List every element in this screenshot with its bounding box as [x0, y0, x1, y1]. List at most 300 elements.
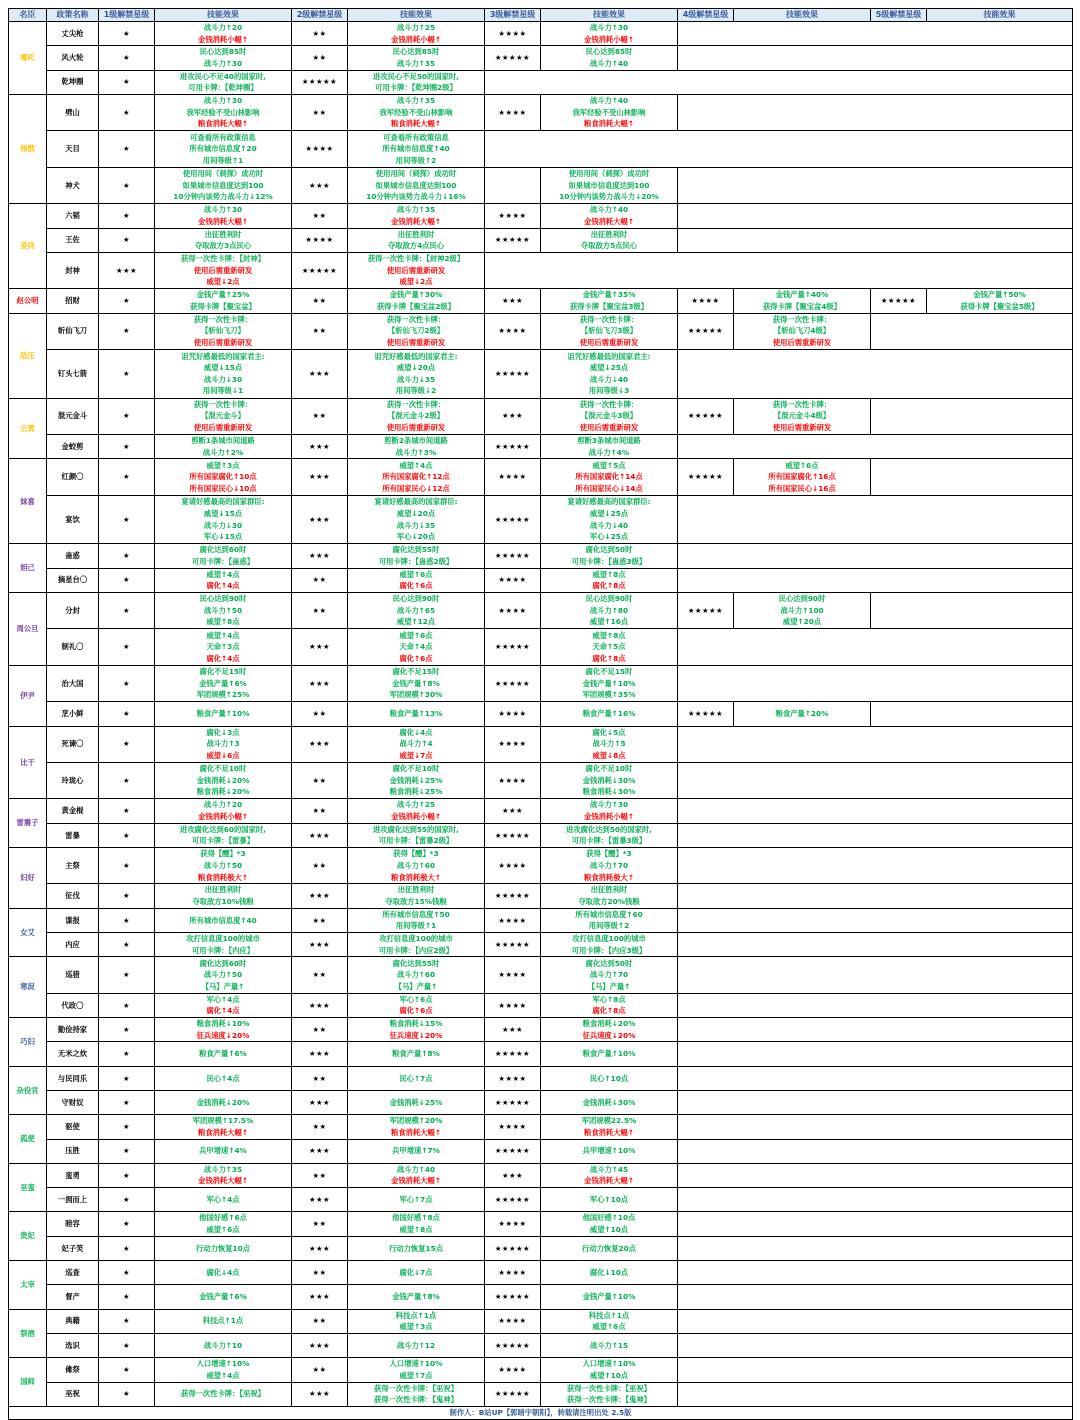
star-rating-cell: ★★★★ — [485, 313, 541, 349]
star-rating-cell: ★★★ — [292, 1285, 348, 1309]
effect-line: 战斗力↑25 — [396, 23, 436, 33]
star-rating-cell: ★★ — [292, 908, 348, 932]
effect-line: 粮食消耗极大↑ — [198, 872, 248, 882]
star-rating-cell: ★ — [99, 289, 155, 313]
effect-line: 行动力恢复20点 — [582, 1243, 636, 1253]
effect-line: 获得一次性卡牌：【鬼神】 — [567, 1395, 651, 1405]
effect-line: 金钱产量↑6% — [199, 1292, 247, 1302]
effect-line: 军团规模↑17.5% — [192, 1116, 254, 1126]
effect-cell — [348, 459, 485, 495]
effect-line: 民心达到90时 — [585, 594, 633, 604]
effect-line: 民心↑4点 — [206, 1073, 240, 1083]
effect-line: 威望↑10点 — [589, 1370, 629, 1380]
effect-line: 金钱消耗大幅↑ — [391, 1176, 441, 1186]
empty-cell — [871, 398, 1073, 434]
star-rating-cell: ★★★★★ — [678, 702, 734, 726]
effect-line: 获得一次性卡牌： — [772, 399, 832, 409]
effect-line: 腐化达到60时 — [199, 545, 247, 555]
effect-line: 征兵速度↓20% — [389, 1030, 443, 1040]
effect-cell — [155, 1261, 292, 1285]
table-row — [9, 22, 1073, 46]
effect-line: 威望↑3点 — [206, 460, 240, 470]
star-rating-cell: ★ — [99, 933, 155, 957]
effect-cell — [541, 1188, 678, 1212]
effect-line: 可查看所有政策信息 — [383, 132, 449, 142]
effect-line: 金钱消耗↓25% — [389, 1097, 443, 1107]
empty-cell — [678, 629, 1073, 665]
effect-cell — [348, 495, 485, 544]
empty-cell — [678, 823, 1073, 847]
effect-cell — [348, 1090, 485, 1114]
policy-name-cell: 驱使 — [47, 1115, 99, 1139]
effect-line: 天命↑3点 — [206, 642, 240, 652]
header-cell: 2级解禁星级 — [292, 9, 348, 22]
policy-name-cell: 神犬 — [47, 167, 99, 203]
effect-line: 获得卡牌【聚宝盆3级】 — [569, 301, 649, 311]
star-rating-cell: ★ — [99, 1188, 155, 1212]
empty-cell — [678, 1066, 1073, 1090]
effect-line: 使用用间（刺探）成功时 — [182, 169, 264, 179]
effect-line: 所有国家民心↓12点 — [382, 483, 450, 493]
policy-name-cell: 睦容 — [47, 1212, 99, 1236]
effect-line: 战斗力↑35 — [396, 58, 436, 68]
effect-line: 威望↑8点 — [399, 1225, 433, 1235]
effect-line: 10分钟内该势力战斗力↓12% — [173, 192, 273, 202]
effect-line: 金钱消耗↓30% — [582, 775, 636, 785]
policy-name-cell: 死谏〇 — [47, 726, 99, 762]
effect-line: 粮食消耗大幅↑ — [391, 1127, 441, 1137]
effect-line: 腐化达到50时 — [585, 545, 633, 555]
star-rating-cell: ★★★ — [292, 629, 348, 665]
effect-line: 民心达到85时 — [392, 47, 440, 57]
effect-line: 进攻腐化达到50的国家时, — [566, 824, 652, 834]
header-cell: 技能效果 — [734, 9, 871, 22]
star-rating-cell: ★★★★ — [485, 993, 541, 1017]
table-row — [9, 1066, 1073, 1090]
effect-line: 人口增速↑10% — [389, 1359, 443, 1369]
star-rating-cell: ★★ — [292, 799, 348, 823]
effect-cell — [348, 1188, 485, 1212]
effect-line: 战斗力↑40 — [589, 96, 629, 106]
star-rating-cell: ★ — [99, 398, 155, 434]
policy-name-cell: 制礼〇 — [47, 629, 99, 665]
effect-line: 使用后需重新研发 — [193, 338, 253, 348]
star-rating-cell: ★★ — [292, 762, 348, 798]
effect-line: 粮食消耗大幅↑ — [584, 1127, 634, 1137]
minister-name-cell: 太宰 — [9, 1261, 47, 1310]
effect-cell — [348, 933, 485, 957]
effect-line: 军团规模↑30% — [389, 690, 443, 700]
empty-cell — [871, 592, 1073, 628]
effect-line: 金钱产量↑8% — [392, 1292, 440, 1302]
effect-line: 粮食消耗↓25% — [389, 787, 443, 797]
effect-cell — [155, 1212, 292, 1236]
effect-line: 所有国家民心↓10点 — [189, 483, 257, 493]
star-rating-cell: ★ — [99, 799, 155, 823]
empty-cell — [678, 1285, 1073, 1309]
table-row — [9, 131, 1073, 167]
effect-line: 战斗力↑10 — [203, 1340, 243, 1350]
effect-cell — [348, 1285, 485, 1309]
star-rating-cell: ★★ — [292, 94, 348, 130]
effect-line: 【马】产量↑ — [587, 981, 631, 991]
star-rating-cell: ★ — [99, 70, 155, 94]
table-row — [9, 933, 1073, 957]
star-rating-cell: ★ — [99, 544, 155, 568]
effect-line: 所有国家腐化↑10点 — [189, 472, 257, 482]
effect-line: 金钱产量↑30% — [389, 290, 443, 300]
effect-cell — [155, 46, 292, 70]
effect-cell — [155, 592, 292, 628]
minister-name-cell: 周公旦 — [9, 592, 47, 665]
effect-line: 战斗力↑45 — [589, 1164, 629, 1174]
effect-cell — [348, 702, 485, 726]
effect-line: 出征胜利时 — [590, 229, 628, 239]
effect-line: 粮食消耗↓10% — [196, 1019, 250, 1029]
effect-line: 获得卡牌【聚宝盆4级】 — [762, 301, 842, 311]
effect-line: 夺取敌方5点民心 — [580, 241, 638, 251]
effect-line: 剪断3条城市间道路 — [577, 436, 641, 446]
effect-line: 获得一次性卡牌：【巫祝】 — [374, 1383, 458, 1393]
policy-name-cell: 主祭 — [47, 848, 99, 884]
effect-line: 出征胜利时 — [397, 229, 435, 239]
effect-line: 他国好感↑8点 — [392, 1213, 440, 1223]
effect-line: 战斗力↑12 — [396, 1340, 436, 1350]
table-row — [9, 1042, 1073, 1066]
effect-cell — [155, 933, 292, 957]
star-rating-cell: ★★★ — [292, 884, 348, 908]
effect-line: 如果城市信息度达到100 — [182, 180, 264, 190]
effect-line: 金钱产量↑10% — [582, 678, 636, 688]
policy-name-cell: 守财奴 — [47, 1090, 99, 1114]
effect-cell — [348, 313, 485, 349]
minister-name-cell: 巫蛮 — [9, 1163, 47, 1212]
effect-line: 【马】产量↑ — [394, 981, 438, 991]
policy-name-cell: 谍报 — [47, 908, 99, 932]
header-cell: 3级解禁星级 — [485, 9, 541, 22]
effect-line: 金钱产量↑50% — [973, 290, 1026, 300]
effect-line: 威望↓8点 — [592, 751, 626, 761]
star-rating-cell: ★★★ — [292, 1382, 348, 1406]
minister-name-cell: 杨戬 — [9, 94, 47, 203]
effect-cell — [155, 702, 292, 726]
effect-cell — [348, 289, 485, 313]
star-rating-cell: ★ — [99, 1018, 155, 1042]
star-rating-cell: ★ — [99, 908, 155, 932]
effect-line: 腐化↑8点 — [592, 581, 626, 591]
effect-line: 金钱消耗大幅↑ — [391, 216, 441, 226]
empty-cell — [678, 1212, 1073, 1236]
effect-line: 威望↑4点 — [399, 460, 433, 470]
effect-line: 战斗力↑40 — [396, 1164, 436, 1174]
star-rating-cell: ★★★ — [292, 1139, 348, 1163]
effect-cell — [348, 823, 485, 847]
empty-cell — [678, 993, 1073, 1017]
star-rating-cell: ★ — [99, 204, 155, 228]
effect-line: 战斗力↑100 — [780, 605, 824, 615]
effect-cell — [348, 131, 485, 167]
effect-cell — [155, 1382, 292, 1406]
effect-cell — [541, 884, 678, 908]
effect-line: 所有国家民心↓16点 — [768, 483, 836, 493]
star-rating-cell: ★★★ — [292, 1090, 348, 1114]
effect-line: 腐化不足10时 — [585, 764, 633, 774]
effect-line: 粮食消耗↓20% — [196, 787, 250, 797]
effect-line: 获得一次性卡牌：【封神】 — [181, 254, 265, 264]
star-rating-cell: ★★★★ — [485, 957, 541, 993]
policy-name-cell: 勤俭持家 — [47, 1018, 99, 1042]
policy-name-cell: 封神 — [47, 252, 99, 288]
effect-cell — [541, 228, 678, 252]
effect-line: 兵甲增速↑4% — [199, 1146, 247, 1156]
empty-cell — [678, 1115, 1073, 1139]
effect-line: 威望↑20点 — [782, 617, 822, 627]
empty-cell — [678, 544, 1073, 568]
effect-line: 威望↑3点 — [399, 1322, 433, 1332]
effect-cell — [541, 1066, 678, 1090]
effect-line: 民心达到85时 — [585, 47, 633, 57]
effect-line: 粮食消耗大幅↑ — [584, 119, 634, 129]
policy-name-cell: 妃子笑 — [47, 1236, 99, 1260]
effect-line: 军团规模↑25% — [196, 690, 250, 700]
minister-name-cell: 伊尹 — [9, 665, 47, 726]
star-rating-cell: ★ — [99, 568, 155, 592]
effect-line: 夺取敌方3点民心 — [194, 241, 252, 251]
effect-line: 【混元金斗3级】 — [580, 411, 638, 421]
effect-line: 战斗力↑20 — [203, 800, 243, 810]
effect-cell — [541, 568, 678, 592]
star-rating-cell: ★ — [99, 592, 155, 628]
effect-line: 战斗力↑50 — [203, 860, 243, 870]
effect-line: 威望↑4点 — [206, 630, 240, 640]
empty-cell — [678, 1163, 1073, 1187]
effect-line: 兵甲增速↑7% — [392, 1146, 440, 1156]
star-rating-cell: ★★★ — [292, 1333, 348, 1357]
effect-line: 战斗力↑30 — [589, 800, 629, 810]
effect-line: 腐化达到50时 — [585, 958, 633, 968]
effect-line: 获得卡牌【聚宝盆5级】 — [960, 301, 1039, 311]
star-rating-cell: ★★★★★ — [485, 1139, 541, 1163]
minister-name-cell: 国师 — [9, 1358, 47, 1407]
effect-cell — [155, 1115, 292, 1139]
minister-name-cell: 妇好 — [9, 848, 47, 909]
effect-line: 金钱消耗大幅↑ — [198, 216, 248, 226]
table-row — [9, 1309, 1073, 1333]
policy-name-cell: 内应 — [47, 933, 99, 957]
table-row — [9, 1090, 1073, 1114]
star-rating-cell: ★★★ — [292, 823, 348, 847]
effect-cell — [348, 592, 485, 628]
effect-cell — [155, 167, 292, 203]
effect-line: 腐化↓7点 — [399, 1267, 433, 1277]
policy-name-cell: 宴饮 — [47, 495, 99, 544]
effect-cell — [541, 1236, 678, 1260]
star-rating-cell: ★★★★★ — [485, 1285, 541, 1309]
effect-line: 可用卡牌：【内应3级】 — [571, 945, 647, 955]
effect-cell — [348, 398, 485, 434]
header-cell: 技能效果 — [927, 9, 1073, 22]
effect-line: 金钱消耗小幅↑ — [584, 812, 634, 822]
star-rating-cell: ★ — [99, 884, 155, 908]
effect-line: 他国好感↑10点 — [582, 1213, 636, 1223]
effect-line: 10分钟内该势力战斗力↓16% — [366, 192, 466, 202]
policy-name-cell: 钉头七箭 — [47, 349, 99, 398]
effect-line: 获得一次性卡牌：【巫祝】 — [181, 1389, 265, 1399]
table-row — [9, 349, 1073, 398]
empty-cell — [678, 46, 1073, 70]
star-rating-cell: ★★★★ — [485, 726, 541, 762]
effect-line: 使用后需重新研发 — [193, 265, 253, 275]
effect-line: 【马】产量↑ — [201, 981, 245, 991]
minister-name-cell: 女艾 — [9, 908, 47, 957]
effect-line: 战斗力↓30 — [203, 520, 243, 530]
effect-cell — [155, 957, 292, 993]
star-rating-cell: ★ — [99, 22, 155, 46]
star-rating-cell — [485, 167, 541, 203]
star-rating-cell: ★★★ — [292, 993, 348, 1017]
header-cell: 4级解禁星级 — [678, 9, 734, 22]
effect-line: 【混元金斗】 — [201, 411, 245, 421]
star-rating-cell: ★★ — [292, 1018, 348, 1042]
skill-table-body — [9, 22, 1073, 1407]
star-rating-cell: ★ — [99, 993, 155, 1017]
star-rating-cell: ★★ — [292, 702, 348, 726]
empty-cell — [678, 957, 1073, 993]
table-row — [9, 629, 1073, 665]
effect-line: 粮食消耗极大↑ — [584, 872, 634, 882]
effect-line: 军心↑8点 — [592, 994, 626, 1004]
star-rating-cell: ★★★★ — [485, 908, 541, 932]
policy-name-cell: 代政〇 — [47, 993, 99, 1017]
effect-cell — [155, 908, 292, 932]
minister-name-cell: 寒浞 — [9, 957, 47, 1018]
policy-name-cell: 六韬 — [47, 204, 99, 228]
star-rating-cell: ★★★★★ — [485, 933, 541, 957]
table-row — [9, 1382, 1073, 1406]
effect-line: 战斗力↑40 — [589, 205, 629, 215]
effect-line: 军团规模22.5% — [581, 1116, 637, 1126]
effect-line: 战斗力↓40 — [589, 374, 629, 384]
skill-table — [8, 8, 1073, 1420]
effect-cell — [541, 799, 678, 823]
effect-cell — [541, 957, 678, 993]
effect-line: 威望↑8点 — [592, 630, 626, 640]
table-row — [9, 1139, 1073, 1163]
effect-line: 使用后需重新研发 — [772, 423, 832, 433]
star-rating-cell: ★★ — [292, 1212, 348, 1236]
effect-line: 威望↑10点 — [589, 1225, 629, 1235]
star-rating-cell: ★★★★★ — [485, 46, 541, 70]
table-row — [9, 1285, 1073, 1309]
empty-cell — [678, 1018, 1073, 1042]
policy-name-cell: 巫祝 — [47, 1382, 99, 1406]
effect-cell — [155, 289, 292, 313]
effect-line: 可用卡牌：【雷暴】 — [191, 836, 255, 846]
effect-cell — [541, 1382, 678, 1406]
effect-line: 攻打信息度100的城市 — [572, 934, 646, 944]
table-row — [9, 1261, 1073, 1285]
effect-line: 金钱消耗小幅↑ — [391, 812, 441, 822]
effect-cell — [348, 1261, 485, 1285]
effect-line: 获得一次性卡牌： — [386, 399, 446, 409]
table-row — [9, 398, 1073, 434]
effect-line: 所有城市信息度↑40 — [382, 144, 450, 154]
effect-line: 粮食产量↑10% — [196, 709, 250, 719]
empty-cell — [678, 1333, 1073, 1357]
policy-name-cell: 乾坤圈 — [47, 70, 99, 94]
effect-line: 进攻腐化达到60的国家时, — [180, 824, 266, 834]
policy-name-cell: 丈尖枪 — [47, 22, 99, 46]
effect-cell — [541, 349, 678, 398]
star-rating-cell: ★ — [99, 1042, 155, 1066]
effect-cell — [348, 957, 485, 993]
effect-line: 军团规模↑35% — [582, 690, 636, 700]
effect-line: 科技点↑1点 — [202, 1316, 244, 1326]
effect-line: 战斗力↑30 — [203, 205, 243, 215]
star-rating-cell: ★ — [99, 495, 155, 544]
effect-line: 威望↑4点 — [206, 1370, 240, 1380]
star-rating-cell: ★★★★ — [485, 1358, 541, 1382]
star-rating-cell: ★★★★ — [485, 459, 541, 495]
table-row — [9, 228, 1073, 252]
star-rating-cell: ★★★★ — [485, 1309, 541, 1333]
footer-row — [9, 1406, 1073, 1419]
effect-line: 用间等级↓1 — [202, 386, 244, 396]
effect-line: 腐化不足15时 — [199, 667, 247, 677]
effect-cell — [155, 459, 292, 495]
effect-line: 威望↑7点 — [399, 1370, 433, 1380]
effect-cell — [734, 702, 871, 726]
star-rating-cell: ★★★★★ — [485, 1333, 541, 1357]
star-rating-cell: ★ — [99, 1212, 155, 1236]
effect-line: 获得一次性卡牌： — [386, 314, 446, 324]
effect-line: 战斗力↑4 — [399, 739, 433, 749]
effect-line: 战斗力↑40 — [589, 58, 629, 68]
empty-cell — [678, 1188, 1073, 1212]
effect-cell — [155, 435, 292, 459]
policy-name-cell: 典籍 — [47, 1309, 99, 1333]
star-rating-cell: ★★★★ — [485, 94, 541, 130]
effect-line: 民心↑7点 — [399, 1073, 433, 1083]
effect-cell — [348, 1236, 485, 1260]
minister-name-cell: 比干 — [9, 726, 47, 799]
effect-line: 威望↓20点 — [396, 363, 436, 373]
star-rating-cell: ★★★★ — [485, 1115, 541, 1139]
policy-name-cell: 金蛟剪 — [47, 435, 99, 459]
effect-line: 粮食产量↑10% — [582, 1049, 636, 1059]
policy-name-cell: 风火轮 — [47, 46, 99, 70]
empty-cell — [678, 1042, 1073, 1066]
star-rating-cell: ★★★★ — [292, 131, 348, 167]
star-rating-cell: ★ — [99, 629, 155, 665]
effect-line: 获得卡牌【聚宝盆2级】 — [376, 301, 456, 311]
effect-line: 粮食产量↑6% — [199, 1049, 247, 1059]
effect-line: 战斗力↑15 — [589, 1340, 629, 1350]
effect-line: 粮食产量↑20% — [775, 709, 829, 719]
effect-line: 用间等级↑1 — [202, 155, 244, 165]
table-row — [9, 957, 1073, 993]
effect-line: 宴请好感最高的国家群臣: — [374, 497, 458, 507]
effect-cell — [155, 1139, 292, 1163]
effect-cell — [155, 1018, 292, 1042]
effect-line: 战斗力↓35 — [396, 520, 436, 530]
effect-cell — [155, 228, 292, 252]
effect-cell — [541, 1309, 678, 1333]
table-row — [9, 70, 1073, 94]
effect-line: 出征胜利时 — [397, 885, 435, 895]
minister-name-cell: 狐使 — [9, 1115, 47, 1164]
table-row — [9, 1018, 1073, 1042]
